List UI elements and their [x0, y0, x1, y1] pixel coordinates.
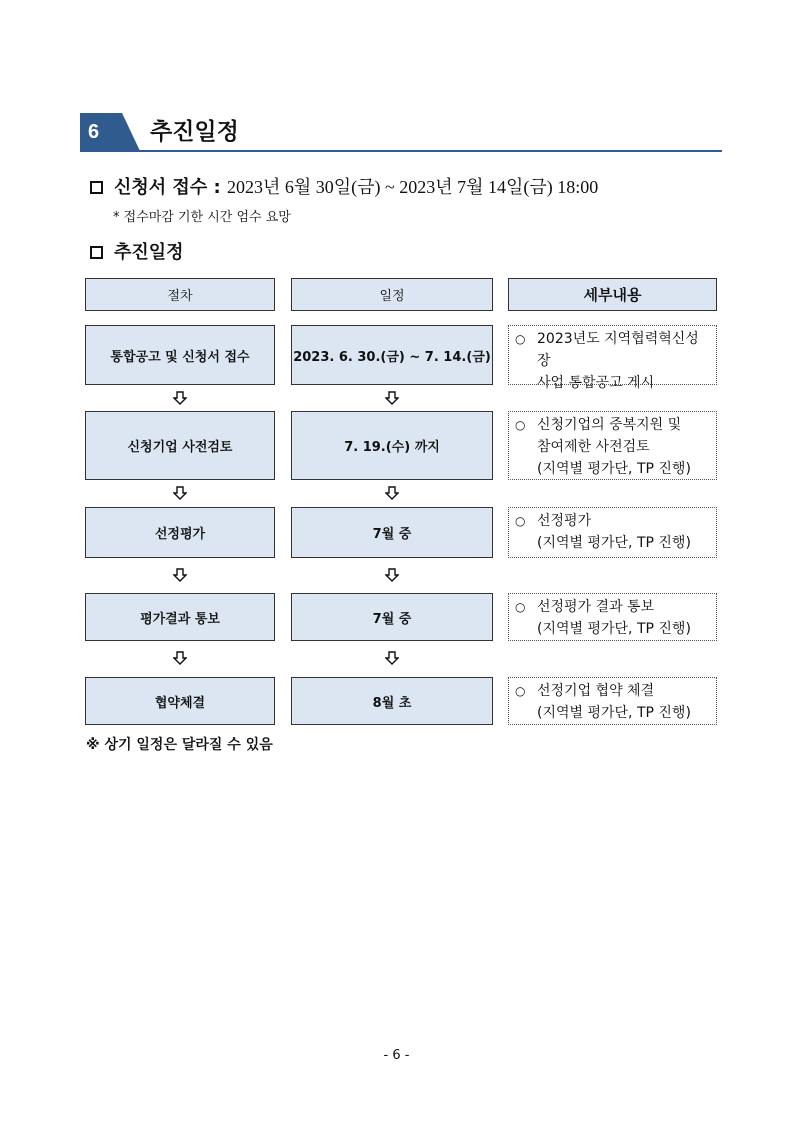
down-arrow-icon: [173, 486, 187, 500]
detail-box: [508, 411, 717, 480]
application-heading: [114, 174, 598, 201]
application-note: * 접수마감 기한 시간 엄수 요망: [113, 210, 291, 225]
header-detail: 세부내용: [508, 278, 717, 311]
bullet: ○: [515, 332, 526, 346]
header-date: 일정: [291, 278, 493, 311]
bullet: ○: [515, 600, 526, 614]
detail-line: 사업 통합공고 게시: [537, 375, 655, 391]
down-arrow-icon: [385, 391, 399, 405]
down-arrow-icon: [173, 568, 187, 582]
down-arrow-icon: [173, 651, 187, 665]
bullet: ○: [515, 418, 526, 432]
detail-line: 2023년도 지역협력혁신성장: [537, 331, 699, 369]
section-title: 추진일정: [150, 119, 239, 145]
date-box: 7월 중: [291, 593, 493, 641]
section-number: 6: [88, 121, 100, 143]
section-divider: [80, 150, 722, 152]
down-arrow-icon: [385, 651, 399, 665]
detail-line: (지역별 평가단, TP 진행): [537, 535, 691, 551]
detail-box: [508, 677, 717, 725]
detail-line: 선정평가: [537, 513, 592, 529]
detail-line: (지역별 평가단, TP 진행): [537, 621, 691, 637]
detail-line: 선정평가 결과 통보: [537, 599, 655, 615]
checkbox-icon: [90, 246, 103, 259]
page-number: - 6 -: [383, 1048, 410, 1063]
header-step: 절차: [85, 278, 275, 311]
bullet: ○: [515, 684, 526, 698]
detail-line: (지역별 평가단, TP 진행): [537, 705, 691, 721]
step-box: 신청기업 사전검토: [85, 411, 275, 480]
detail-line: 신청기업의 중복지원 및: [537, 417, 682, 433]
step-box: 통합공고 및 신청서 접수: [85, 325, 275, 385]
down-arrow-icon: [385, 486, 399, 500]
down-arrow-icon: [385, 568, 399, 582]
date-box: 8월 초: [291, 677, 493, 725]
down-arrow-icon: [173, 391, 187, 405]
detail-line: (지역별 평가단, TP 진행): [537, 461, 691, 477]
step-box: 선정평가: [85, 507, 275, 558]
step-box: 평가결과 통보: [85, 593, 275, 641]
bullet: ○: [515, 514, 526, 528]
detail-box: [508, 507, 717, 558]
step-box: 협약체결: [85, 677, 275, 725]
schedule-heading: 추진일정: [114, 242, 184, 263]
checkbox-icon: [90, 181, 103, 194]
schedule-footnote: ※ 상기 일정은 달라질 수 있음: [86, 737, 273, 753]
detail-box: [508, 325, 717, 391]
detail-box: [508, 593, 717, 641]
application-label: 신청서 접수 :: [114, 177, 221, 198]
detail-line: 참여제한 사전검토: [537, 439, 650, 455]
application-period: 2023년 6월 30일(금) ~ 2023년 7월 14일(금) 18:00: [226, 177, 599, 197]
date-box: 2023. 6. 30.(금) ~ 7. 14.(금): [291, 325, 493, 385]
detail-line: 선정기업 협약 체결: [537, 683, 655, 699]
date-box: 7. 19.(수) 까지: [291, 411, 493, 480]
date-box: 7월 중: [291, 507, 493, 558]
